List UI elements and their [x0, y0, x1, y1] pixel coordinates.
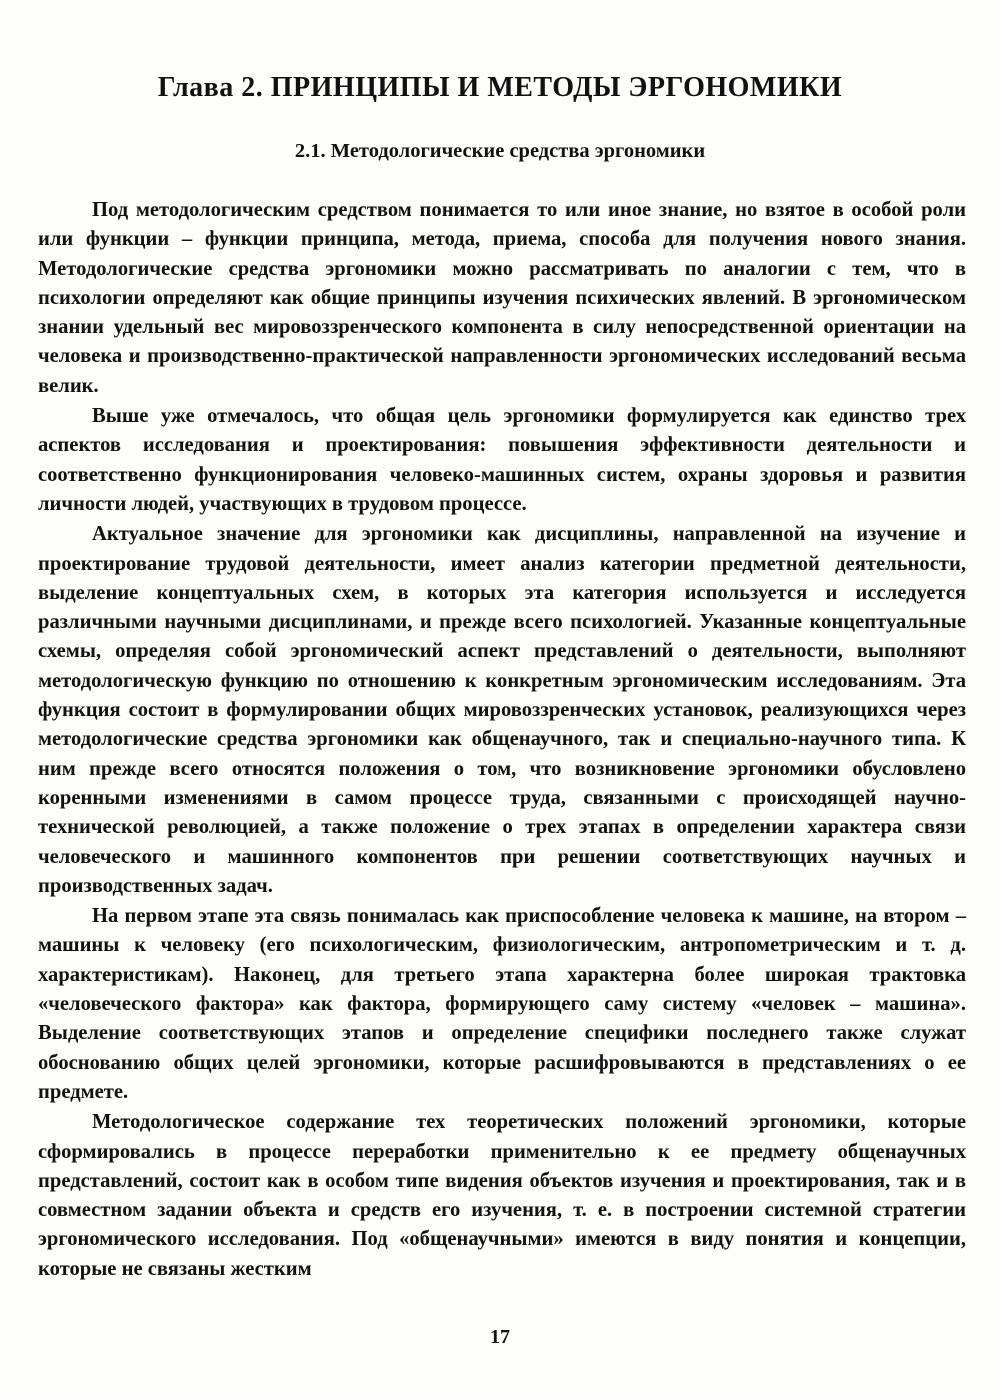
paragraph: На первом этапе эта связь понималась как приспособление человека к машине, на втором – машины к человеку (его психологическим, физиологическим, антропометрическим и т. д. характеристикам). Наконец, для третьего этапа характерна более широкая трактовка «человеческого фактора» как фактора, формирующего саму систему «человек – машина». Выделение соответствующих этапов и определение специфики последнего также служат обоснованию общих целей эргономики, которые расшифровываются в представлениях о ее предмете.: [38, 905, 966, 1103]
paragraph: Актуальное значение для эргономики как дисциплины, направленной на изучение и проектирование трудовой деятельности, имеет анализ категории предметной деятельности, выделение концептуальных схем, в которых эта категория используется и исследуется различными научными дисциплинами, и прежде всего психологией. Указанные концептуальные схемы, определяя собой эргономический аспект представлений о деятельности, выполняют методологическую функцию по отношению к конкретным эргономическим исследованиям. Эта функция состоит в формулировании общих мировоззренческих установок, реализующихся через методологические средства эргономики как общенаучного, так и специально-научного типа. К ним прежде всего относятся положения о том, что возникновение эргономики обусловлено коренными изменениями в самом процессе труда, связанными с происходящей научно-технической революцией, а также положение о трех этапах в определении характера связи человеческого и машинного компонентов при решении соответствующих научных и производственных задач.: [38, 523, 966, 897]
paragraph: Под методологическим средством понимается то или иное знание, но взятое в особой роли или функции – функции принципа, метода, приема, способа для получения нового знания. Методологические средства эргономики можно рассматривать по аналогии с тем, что в психологии определяют как общие принципы изучения психических явлений. В эргономическом знании удельный вес мировоззренческого компонента в силу непосредственной ориентации на человека и производственно-практической направленности эргономических исследований весьма велик.: [38, 199, 966, 397]
section-title: 2.1. Методологические средства эргономики: [294, 140, 706, 162]
body-text: [38, 196, 966, 1285]
page-number: 17: [490, 1326, 510, 1348]
paragraph: Методологическое содержание тех теоретических положений эргономики, которые сформировались в процессе переработки применительно к ее предмету общенаучных представлений, состоит как в особом типе видения объектов изучения и проектирования, так и в совместном задании объекта и средств его изучения, т. е. в построении системной стратегии эргономического исследования. Под «общенаучными» имеются в виду понятия и концепции, которые не связаны жестким: [38, 1111, 966, 1280]
chapter-title: Глава 2. ПРИНЦИПЫ И МЕТОДЫ ЭРГОНОМИКИ: [157, 72, 843, 103]
paragraph: Выше уже отмечалось, что общая цель эргономики формулируется как единство трех аспектов исследования и проектирования: повышения эффективности деятельности и соответственно функционирования человеко-машинных систем, охраны здоровья и развития личности людей, участвующих в трудовом процессе.: [38, 405, 966, 515]
